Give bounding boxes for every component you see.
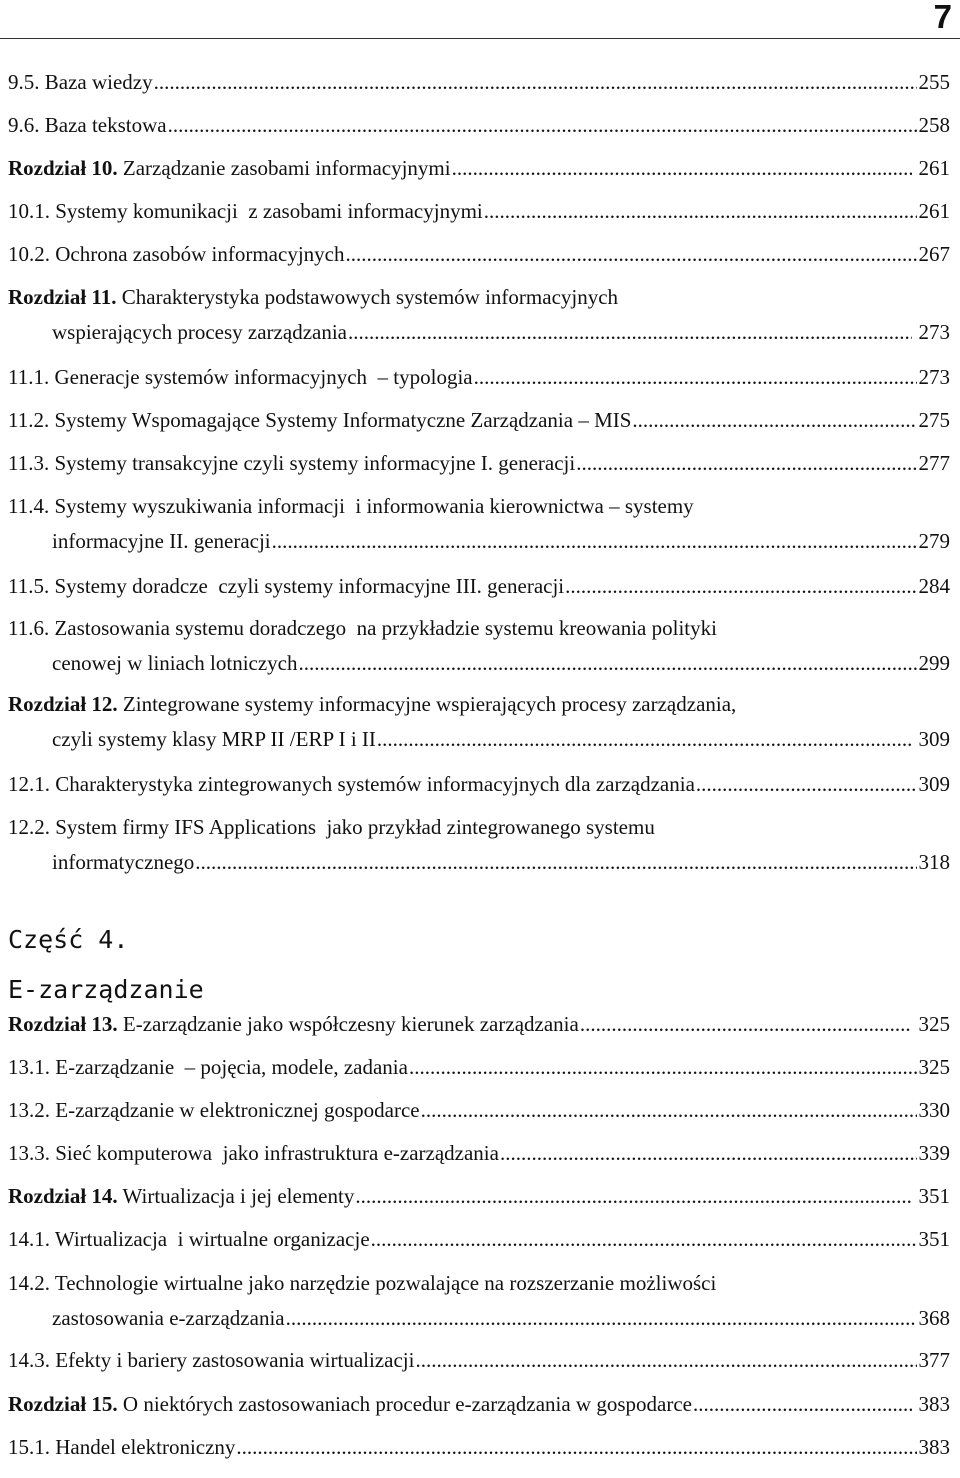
- toc-entry[interactable]: [8, 1050, 950, 1085]
- entry-title: Zarządzanie zasobami informacyjnymi: [117, 156, 451, 180]
- dot-leader: [286, 1301, 917, 1336]
- section-number: 13.3.: [8, 1141, 50, 1165]
- toc-entry[interactable]: [8, 1093, 950, 1128]
- section-number: 13.1.: [8, 1055, 50, 1079]
- entry-title: Systemy komunikacji z zasobami informacyjnymi: [50, 199, 483, 223]
- toc-entry[interactable]: [8, 1343, 950, 1378]
- entry-title: Wirtualizacja i jej elementy: [117, 1184, 355, 1208]
- toc-entry[interactable]: [8, 489, 950, 559]
- section-number: 11.4.: [8, 494, 50, 518]
- section-number: 11.6.: [8, 616, 50, 640]
- entry-title: Charakterystyka zintegrowanych systemów informacyjnych dla zarządzania: [50, 772, 695, 796]
- dot-leader: [421, 1093, 917, 1128]
- dot-leader: [377, 722, 912, 757]
- toc-entry[interactable]: [8, 1430, 950, 1465]
- dot-leader: [484, 194, 917, 229]
- toc-entry[interactable]: [8, 1136, 950, 1171]
- toc-entry[interactable]: [8, 1266, 950, 1336]
- entry-title: Sieć komputerowa jako infrastruktura e-zarządzania: [50, 1141, 499, 1165]
- chapter-label: Rozdział 11.: [8, 285, 117, 309]
- entry-title-continued: cenowej w liniach lotniczych: [52, 651, 298, 675]
- dot-leader: [452, 151, 912, 186]
- entry-title: E-zarządzanie w elektronicznej gospodarce: [50, 1098, 420, 1122]
- entry-title: Generacje systemów informacyjnych – typologia: [49, 365, 473, 389]
- page-number-ref: 261: [918, 199, 950, 223]
- page-number-ref: 255: [918, 70, 950, 94]
- page-number-ref: 309: [918, 772, 950, 796]
- toc-entry[interactable]: [8, 65, 950, 100]
- section-number: 11.2.: [8, 408, 50, 432]
- toc-entry[interactable]: [8, 611, 950, 681]
- page-number-ref: 377: [918, 1348, 950, 1372]
- page-number: 7: [933, 0, 952, 35]
- entry-title: Systemy Wspomagające Systemy Informatyczne Zarządzania – MIS: [49, 408, 632, 432]
- page-number-ref: 277: [918, 451, 950, 475]
- page-number-ref: 309: [918, 727, 950, 751]
- page-number-ref: 351: [918, 1227, 950, 1251]
- toc-entry[interactable]: [8, 360, 950, 395]
- entry-title-continued: wspierających procesy zarządzania: [52, 320, 347, 344]
- header-rule: [0, 38, 960, 39]
- section-number: 14.2.: [8, 1271, 50, 1295]
- chapter-label: Rozdział 13.: [8, 1012, 118, 1036]
- page-number-ref: 351: [918, 1184, 950, 1208]
- dot-leader: [409, 1050, 917, 1085]
- toc-entry[interactable]: [8, 687, 950, 757]
- dot-leader: [632, 403, 916, 438]
- dot-leader: [500, 1136, 917, 1171]
- part-subheading: E-zarządzanie: [8, 975, 204, 1004]
- entry-title: Baza wiedzy: [39, 70, 153, 94]
- section-number: 9.6.: [8, 113, 40, 137]
- page-number-ref: 299: [918, 651, 950, 675]
- dot-leader: [299, 646, 917, 681]
- section-number: 9.5.: [8, 70, 40, 94]
- section-number: 10.2.: [8, 242, 50, 266]
- section-number: 14.1.: [8, 1227, 50, 1251]
- toc-entry[interactable]: [8, 403, 950, 438]
- toc-entry[interactable]: [8, 280, 950, 350]
- entry-title: Systemy transakcyjne czyli systemy informacyjne I. generacji: [49, 451, 576, 475]
- chapter-label: Rozdział 15.: [8, 1392, 118, 1416]
- entry-title: Handel elektroniczny: [50, 1435, 236, 1459]
- page-number-ref: 318: [918, 850, 950, 874]
- entry-title: Technologie wirtualne jako narzędzie pozwalające na rozszerzanie możliwości: [50, 1271, 717, 1295]
- part-heading: Część 4.: [8, 925, 129, 954]
- dot-leader: [580, 1007, 912, 1042]
- page-number-ref: 284: [918, 574, 950, 598]
- section-number: 12.2.: [8, 815, 50, 839]
- page-number-ref: 339: [918, 1141, 950, 1165]
- entry-title: Ochrona zasobów informacyjnych: [50, 242, 345, 266]
- page-number-ref: 330: [918, 1098, 950, 1122]
- dot-leader: [348, 315, 912, 350]
- dot-leader: [345, 237, 916, 272]
- dot-leader: [693, 1387, 912, 1422]
- section-number: 14.3.: [8, 1348, 50, 1372]
- section-number: 11.1.: [8, 365, 50, 389]
- page-number-ref: 273: [918, 320, 950, 344]
- toc-entry[interactable]: [8, 767, 950, 802]
- page-number-ref: 273: [918, 365, 950, 389]
- page-number-ref: 325: [918, 1055, 950, 1079]
- toc-entry[interactable]: [8, 446, 950, 481]
- dot-leader: [696, 767, 917, 802]
- entry-title: System firmy IFS Applications jako przykład zintegrowanego systemu: [50, 815, 655, 839]
- toc-entry[interactable]: [8, 151, 950, 186]
- entry-title: E-zarządzanie – pojęcia, modele, zadania: [50, 1055, 408, 1079]
- entry-title: E-zarządzanie jako współczesny kierunek zarządzania: [117, 1012, 579, 1036]
- entry-title: Baza tekstowa: [39, 113, 167, 137]
- entry-title-continued: zastosowania e-zarządzania: [52, 1306, 285, 1330]
- dot-leader: [415, 1343, 916, 1378]
- toc-entry[interactable]: [8, 237, 950, 272]
- section-number: 15.1.: [8, 1435, 50, 1459]
- chapter-label: Rozdział 14.: [8, 1184, 118, 1208]
- chapter-label: Rozdział 10.: [8, 156, 118, 180]
- page-number-ref: 383: [918, 1392, 950, 1416]
- entry-title: Systemy doradcze czyli systemy informacyjne III. generacji: [49, 574, 565, 598]
- dot-leader: [272, 524, 917, 559]
- dot-leader: [576, 446, 916, 481]
- page-number-ref: 279: [918, 529, 950, 553]
- dot-leader: [236, 1430, 916, 1465]
- entry-title: Wirtualizacja i wirtualne organizacje: [50, 1227, 370, 1251]
- entry-title: Zastosowania systemu doradczego na przykładzie systemu kreowania polityki: [49, 616, 717, 640]
- toc-entry[interactable]: [8, 194, 950, 229]
- dot-leader: [168, 108, 917, 143]
- section-number: 13.2.: [8, 1098, 50, 1122]
- toc-entry[interactable]: [8, 1179, 950, 1214]
- entry-title-continued: informacyjne II. generacji: [52, 529, 271, 553]
- entry-title: Systemy wyszukiwania informacji i informowania kierownictwa – systemy: [49, 494, 694, 518]
- page-number-ref: 267: [918, 242, 950, 266]
- dot-leader: [371, 1222, 917, 1257]
- page-number-ref: 368: [918, 1306, 950, 1330]
- toc-entry[interactable]: [8, 810, 950, 880]
- section-number: 12.1.: [8, 772, 50, 796]
- entry-title: Efekty i bariery zastosowania wirtualizacji: [50, 1348, 415, 1372]
- dot-leader: [565, 569, 916, 604]
- section-number: 11.3.: [8, 451, 50, 475]
- entry-title: Charakterystyka podstawowych systemów informacyjnych: [116, 285, 619, 309]
- section-number: 11.5.: [8, 574, 50, 598]
- toc-entry[interactable]: [8, 108, 950, 143]
- toc-entry[interactable]: [8, 569, 950, 604]
- toc-entry[interactable]: [8, 1387, 950, 1422]
- page-number-ref: 325: [918, 1012, 950, 1036]
- entry-title-continued: informatycznego: [52, 850, 195, 874]
- toc-entry[interactable]: [8, 1007, 950, 1042]
- dot-leader: [355, 1179, 911, 1214]
- page-number-ref: 258: [918, 113, 950, 137]
- entry-title: O niektórych zastosowaniach procedur e-zarządzania w gospodarce: [117, 1392, 692, 1416]
- entry-title-continued: czyli systemy klasy MRP II /ERP I i II: [52, 727, 376, 751]
- page-number-ref: 383: [918, 1435, 950, 1459]
- page-number-ref: 275: [918, 408, 950, 432]
- entry-title: Zintegrowane systemy informacyjne wspierających procesy zarządzania,: [117, 692, 737, 716]
- dot-leader: [474, 360, 917, 395]
- dot-leader: [154, 65, 917, 100]
- page-number-ref: 261: [918, 156, 950, 180]
- toc-entry[interactable]: [8, 1222, 950, 1257]
- chapter-label: Rozdział 12.: [8, 692, 118, 716]
- section-number: 10.1.: [8, 199, 50, 223]
- dot-leader: [195, 845, 916, 880]
